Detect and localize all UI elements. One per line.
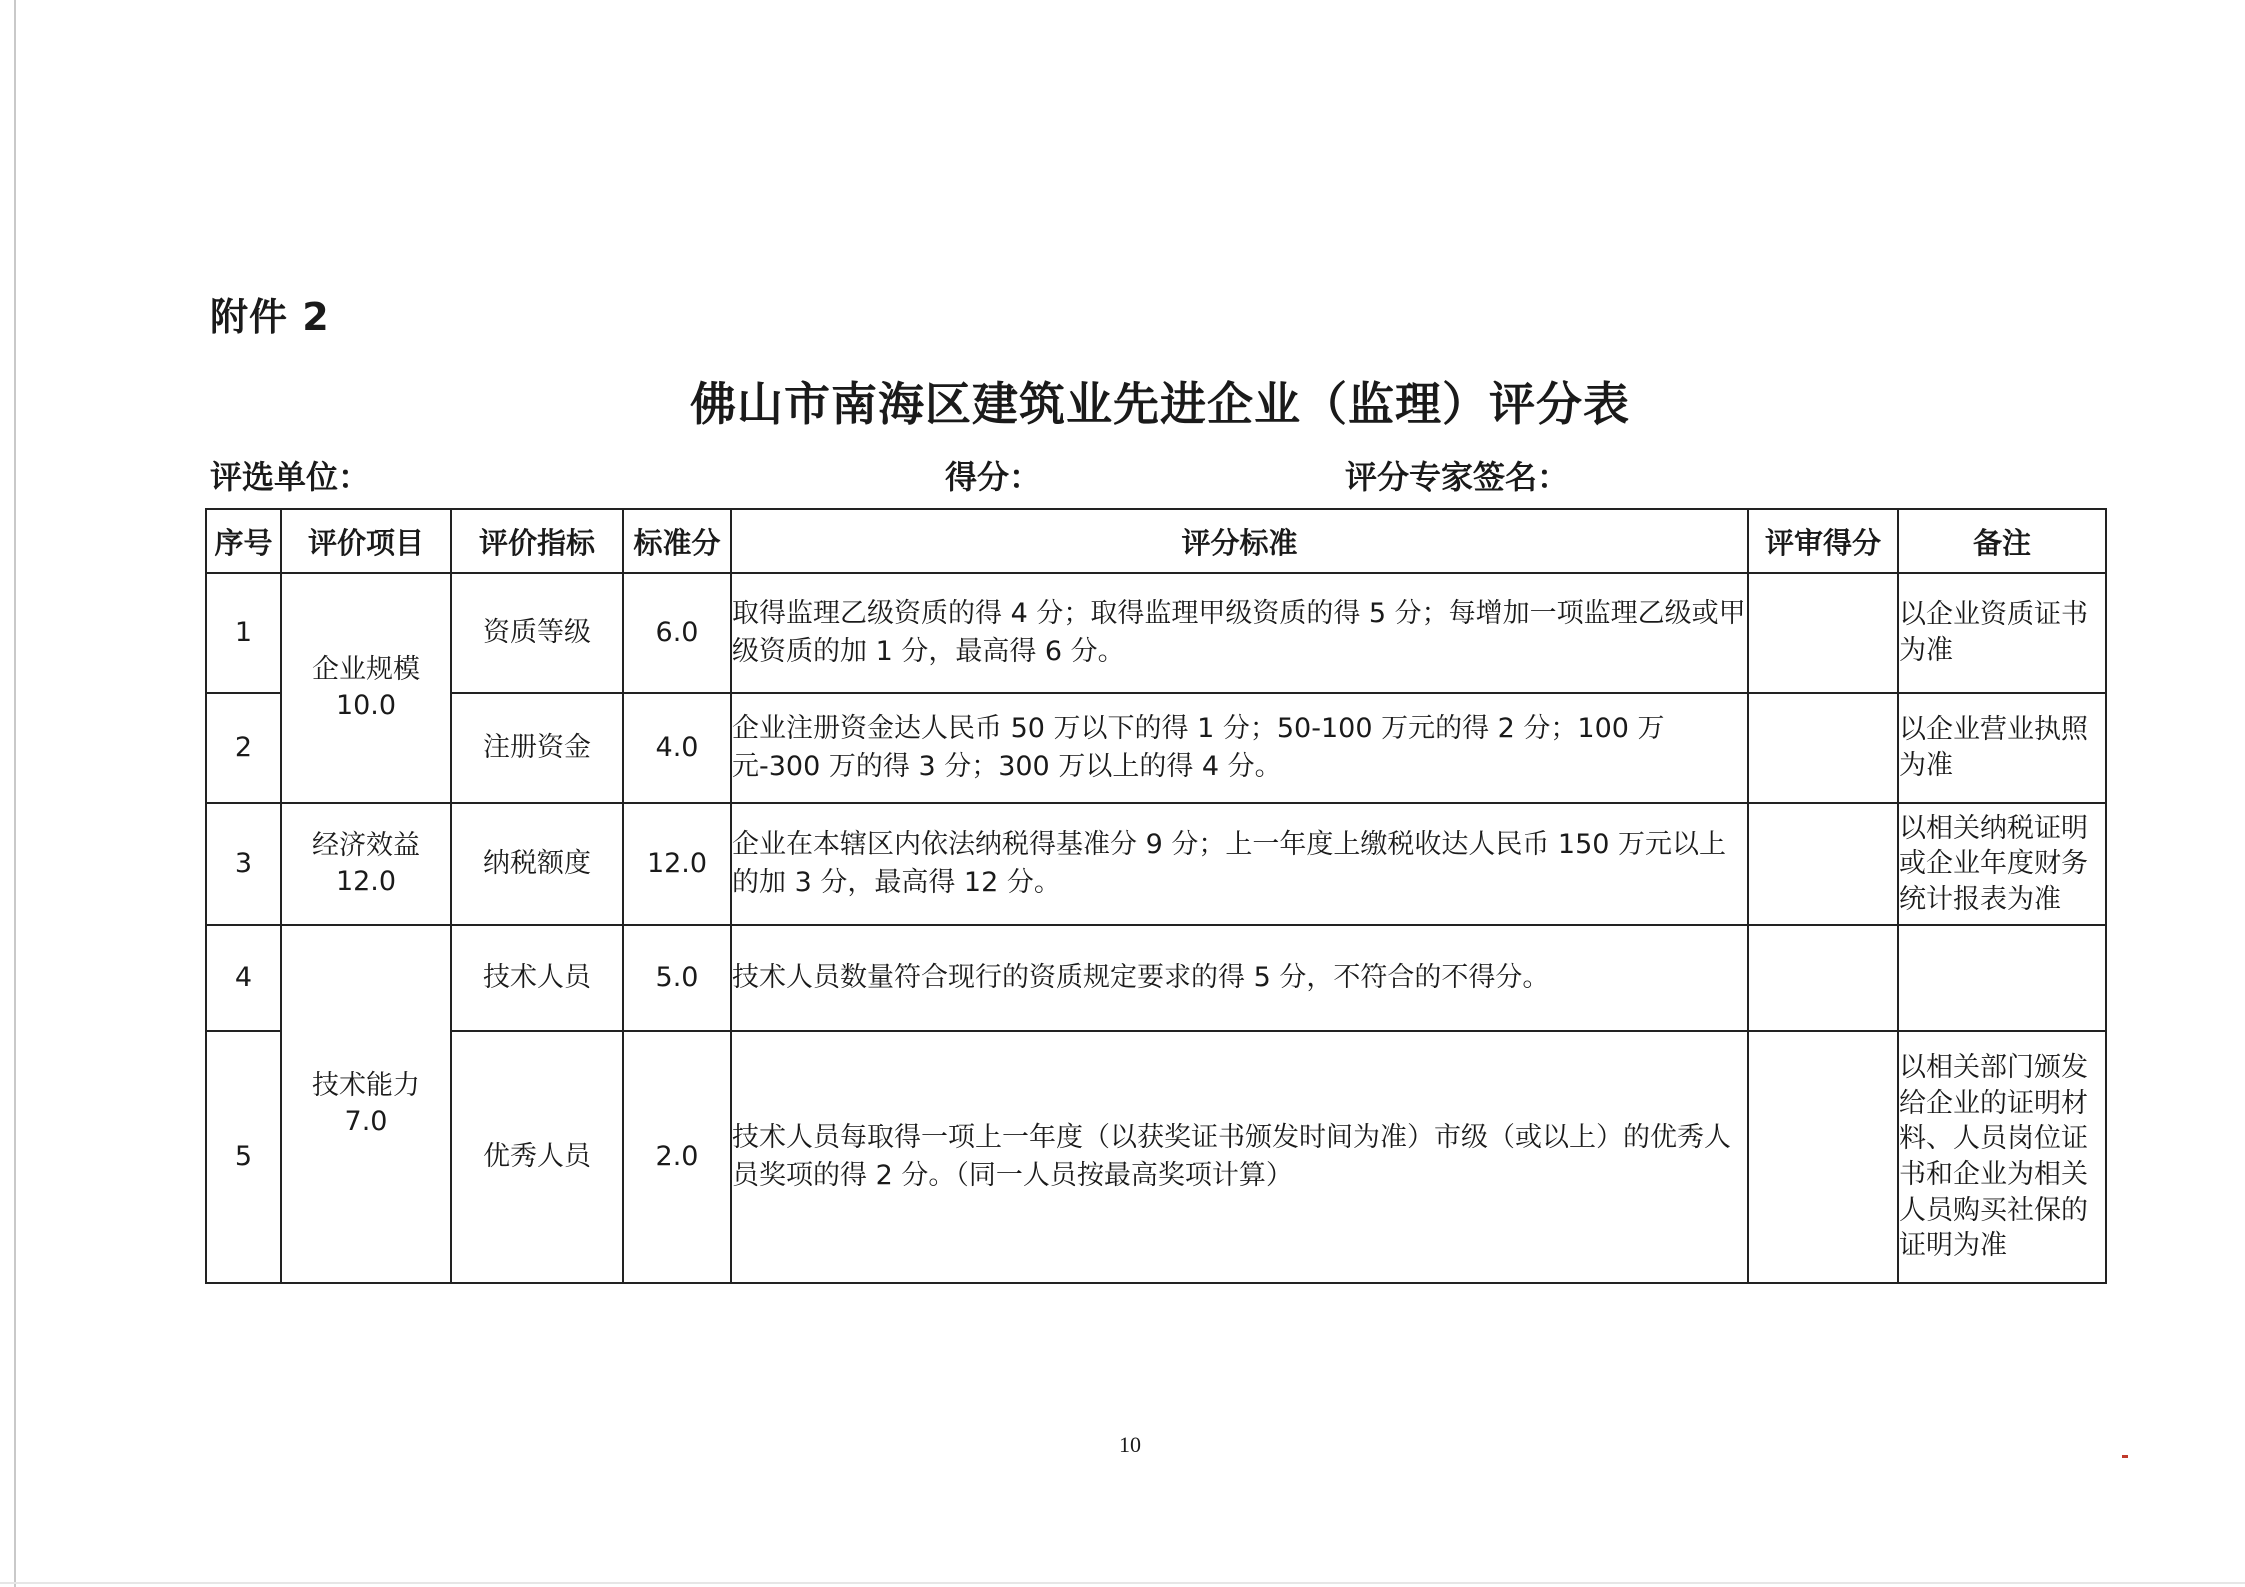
review-score-cell [1748, 925, 1898, 1031]
criteria-cell: 取得监理乙级资质的得 4 分；取得监理甲级资质的得 5 分；每增加一项监理乙级或甲级资质的加 1 分，最高得 6 分。 [731, 573, 1748, 693]
indicator-cell: 技术人员 [451, 925, 623, 1031]
category-name: 技术能力 [312, 1069, 420, 1101]
criteria-cell: 技术人员每取得一项上一年度（以获奖证书颁发时间为准）市级（或以上）的优秀人员奖项的得 2 分。（同一人员按最高奖项计算） [731, 1031, 1748, 1283]
evaluated-unit-label: 评选单位： [210, 458, 371, 496]
page-left-edge [14, 0, 16, 1587]
note-cell: 以相关纳税证明或企业年度财务统计报表为准 [1898, 803, 2106, 925]
criteria-cell: 企业注册资金达人民币 50 万以下的得 1 分；50-100 万元的得 2 分；100 万元-300 万的得 3 分；300 万以上的得 4 分。 [731, 693, 1748, 803]
note-cell: 以企业营业执照为准 [1898, 693, 2106, 803]
row-no: 1 [206, 573, 281, 693]
standard-score-cell: 2.0 [623, 1031, 731, 1283]
expert-signature-label: 评分专家签名： [1345, 458, 1570, 496]
category-name: 企业规模 [312, 653, 420, 685]
category-cell [281, 925, 451, 1283]
total-score-label: 得分： [945, 458, 1042, 496]
table-row [206, 925, 2106, 1031]
header-standard-score: 标准分 [623, 509, 731, 573]
row-no: 4 [206, 925, 281, 1031]
indicator-cell: 纳税额度 [451, 803, 623, 925]
review-score-cell [1748, 573, 1898, 693]
row-no: 5 [206, 1031, 281, 1283]
row-no: 3 [206, 803, 281, 925]
row-no: 2 [206, 693, 281, 803]
table-row [206, 693, 2106, 803]
header-indicator: 评价指标 [451, 509, 623, 573]
header-no: 序号 [206, 509, 281, 573]
standard-score-cell: 12.0 [623, 803, 731, 925]
note-cell: 以企业资质证书为准 [1898, 573, 2106, 693]
criteria-cell: 企业在本辖区内依法纳税得基准分 9 分；上一年度上缴税收达人民币 150 万元以上的加 3 分，最高得 12 分。 [731, 803, 1748, 925]
category-score: 10.0 [335, 690, 397, 721]
table-row [206, 573, 2106, 693]
category-score: 12.0 [335, 866, 397, 897]
indicator-cell: 优秀人员 [451, 1031, 623, 1283]
review-score-cell [1748, 693, 1898, 803]
page-number: 10 [1119, 1432, 1141, 1457]
attachment-label: 附件 2 [210, 295, 330, 339]
category-cell [281, 803, 451, 925]
header-criteria: 评分标准 [731, 509, 1748, 573]
scoring-table [205, 508, 2107, 1284]
standard-score-cell: 4.0 [623, 693, 731, 803]
indicator-cell: 资质等级 [451, 573, 623, 693]
standard-score-cell: 5.0 [623, 925, 731, 1031]
criteria-cell: 技术人员数量符合现行的资质规定要求的得 5 分，不符合的不得分。 [731, 925, 1748, 1031]
category-name: 经济效益 [312, 829, 420, 861]
page-bottom-edge [0, 1582, 2245, 1584]
review-score-cell [1748, 803, 1898, 925]
scan-speck [2122, 1455, 2128, 1458]
header-note: 备注 [1898, 509, 2106, 573]
table-header-row [206, 509, 2106, 573]
category-score: 7.0 [344, 1106, 388, 1137]
standard-score-cell: 6.0 [623, 573, 731, 693]
category-cell [281, 573, 451, 803]
indicator-cell: 注册资金 [451, 693, 623, 803]
table-row [206, 803, 2106, 925]
note-cell [1898, 925, 2106, 1031]
page-title: 佛山市南海区建筑业先进企业（监理）评分表 [690, 377, 1630, 431]
note-cell: 以相关部门颁发给企业的证明材料、人员岗位证书和企业为相关人员购买社保的证明为准 [1898, 1031, 2106, 1283]
review-score-cell [1748, 1031, 1898, 1283]
header-item: 评价项目 [281, 509, 451, 573]
header-review-score: 评审得分 [1748, 509, 1898, 573]
table-row [206, 1031, 2106, 1283]
